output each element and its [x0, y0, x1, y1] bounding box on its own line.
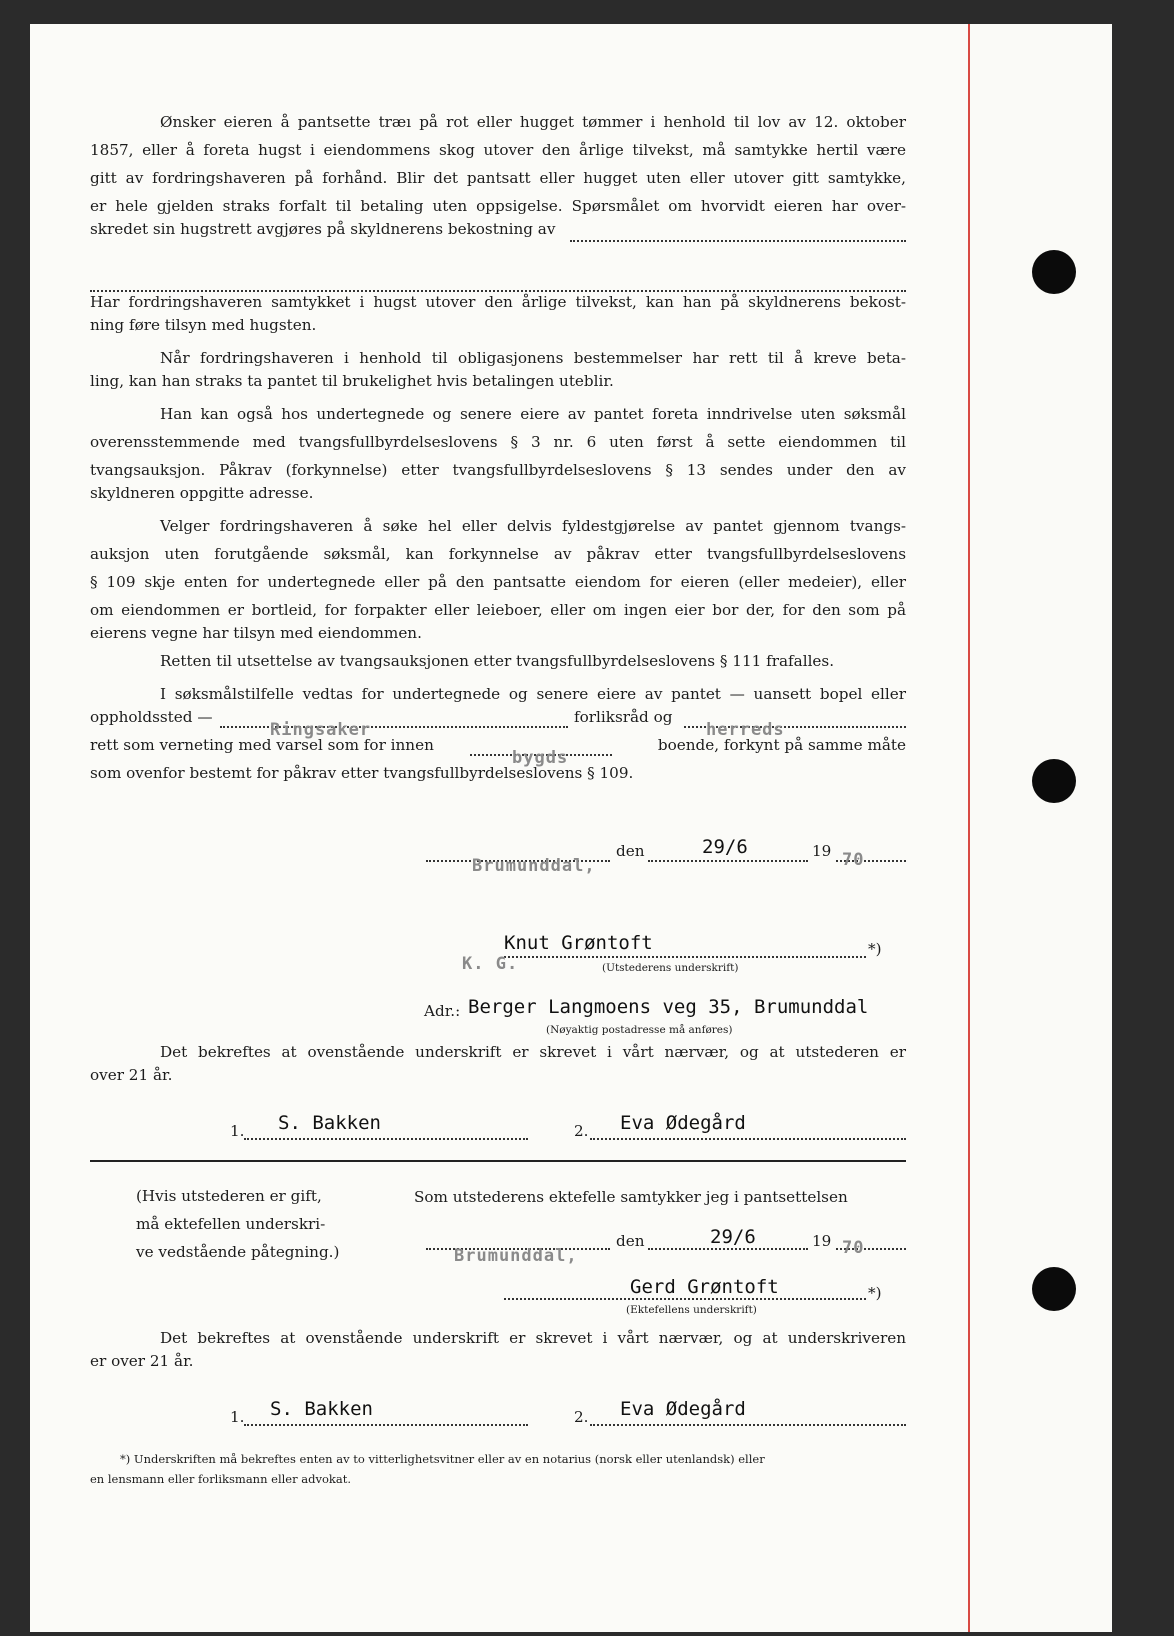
date-handwritten: 29/6	[710, 1226, 756, 1248]
signature-line	[504, 956, 866, 958]
text-line: I søksmålstilfelle vedtas for undertegnede og senere eiere av pantet — uansett bopel eller	[160, 685, 906, 703]
witness-statement-2	[160, 1324, 906, 1352]
year-stamp: 70	[842, 850, 865, 870]
paragraph-venue-intro	[160, 680, 906, 708]
punch-hole-1	[1032, 250, 1076, 294]
text-line: Det bekreftes at ovenstående underskrift er skrevet i vårt nærvær, og at underskriveren	[160, 1329, 906, 1347]
red-margin-line-overlay	[968, 24, 970, 1632]
text-line: Når fordringshaveren i henhold til obligasjonens bestemmelser har rett til å kreve beta-	[160, 349, 906, 367]
text-line: skyldneren oppgitte adresse.	[90, 484, 314, 502]
witness-line	[590, 1424, 906, 1426]
text-line: § 109 skje enten for undertegnede eller på den pantsatte eiendom for eieren (eller medeier), eller	[90, 573, 906, 591]
year-prefix: 19	[812, 1232, 832, 1250]
footnote-line: en lensmann eller forliksmann eller advokat.	[90, 1472, 352, 1486]
text-line: om eiendommen er bortleid, for forpakter eller leieboer, eller om ingen eier bor der, for den som på	[90, 601, 906, 619]
text-line: auksjon uten forutgående søksmål, kan forkynnelse av påkrav etter tvangsfullbyrdelseslovens	[90, 545, 906, 563]
signature-caption: (Ektefellens underskrift)	[626, 1304, 757, 1316]
text-line: tvangsauksjon. Påkrav (forkynnelse) etter tvangsfullbyrdelseslovens § 13 sendes under den av	[90, 461, 906, 479]
text-line: skredet sin hugstrett avgjøres på skyldnerens bekostning av	[90, 220, 556, 238]
text-line: rett som verneting med varsel som for innen	[90, 736, 434, 754]
paragraph-collection	[90, 400, 906, 484]
issuer-signature: Knut Grøntoft	[504, 932, 653, 954]
punch-hole-2	[1032, 759, 1076, 803]
text-line: forliksråd og	[574, 708, 673, 726]
witness-statement	[160, 1038, 906, 1066]
date-label: den	[616, 842, 645, 860]
witness-line	[590, 1138, 906, 1140]
text-line: (Hvis utstederen er gift,	[136, 1187, 322, 1205]
text-line: Velger fordringshaveren å søke hel eller delvis fyldestgjørelse av pantet gjennom tvangs-	[160, 517, 906, 535]
herreds-stamp: herreds	[706, 720, 785, 740]
initials-stamp: K. G.	[462, 954, 519, 974]
witness-number: 2.	[574, 1408, 589, 1426]
section-divider	[90, 1160, 906, 1162]
signature-line	[504, 1298, 866, 1300]
text-line: som ovenfor bestemt for påkrav etter tvangsfullbyrdelseslovens § 109.	[90, 764, 634, 782]
paragraph-supervision	[90, 288, 906, 316]
text-line: Ønsker eieren å pantsette træı på rot eller hugget tømmer i henhold til lov av 12. oktober	[160, 113, 906, 131]
witness-line	[244, 1424, 528, 1426]
paragraph-postponement	[160, 652, 906, 670]
bygds-stamp: bygds	[512, 748, 569, 768]
blank-line	[570, 240, 906, 242]
witness-signature-1: S. Bakken	[270, 1398, 373, 1420]
text-line: eierens vegne har tilsyn med eiendommen.	[90, 624, 422, 642]
text-line: Det bekreftes at ovenstående underskrift er skrevet i vårt nærvær, og at utstederen er	[160, 1043, 906, 1061]
address-label: Adr.:	[424, 1002, 461, 1020]
text-line: Har fordringshaveren samtykket i hugst utover den årlige tilvekst, kan han på skyldnerens bekost-	[90, 293, 906, 311]
footnote-marker: *)	[868, 1284, 882, 1302]
spouse-instructions	[136, 1182, 339, 1266]
text-line: ling, kan han straks ta pantet til brukelighet hvis betalingen uteblir.	[90, 372, 614, 390]
text-line: Han kan også hos undertegnede og senere eiere av pantet foreta inndrivelse uten søksmål	[160, 405, 906, 423]
paragraph-auction	[90, 512, 906, 624]
address-value: Berger Langmoens veg 35, Brumunddal	[468, 996, 869, 1018]
place-stamp: Ringsaker	[270, 720, 372, 740]
document-page	[30, 24, 1112, 1632]
footnote-marker: *)	[868, 940, 882, 958]
witness-line	[244, 1138, 528, 1140]
witness-number: 1.	[230, 1122, 245, 1140]
paragraph-usage-right	[90, 344, 906, 372]
date-line	[648, 860, 808, 862]
text-line: overensstemmende med tvangsfullbyrdelseslovens § 3 nr. 6 uten først å sette eiendommen til	[90, 433, 906, 451]
text-line: ve vedstående påtegning.)	[136, 1243, 340, 1261]
address-caption: (Nøyaktig postadresse må anføres)	[546, 1024, 733, 1036]
place-stamp: Brumunddal,	[472, 856, 596, 876]
text-line: er over 21 år.	[90, 1352, 194, 1370]
text-line: ning føre tilsyn med hugsten.	[90, 316, 317, 334]
witness-signature-1: S. Bakken	[278, 1112, 381, 1134]
place-stamp: Brumunddal,	[454, 1246, 578, 1266]
text-line: 1857, eller å foreta hugst i eiendommens skog utover den årlige tilvekst, må samtykke hertil være	[90, 141, 906, 159]
text-line: gitt av fordringshaveren på forhånd. Blir det pantsatt eller hugget uten eller utover gitt samtykke,	[90, 169, 906, 187]
signature-caption: (Utstederens underskrift)	[602, 962, 739, 974]
punch-hole-3	[1032, 1267, 1076, 1311]
witness-signature-2: Eva Ødegård	[620, 1398, 746, 1420]
text-line: må ektefellen underskri-	[136, 1215, 326, 1233]
text-line: over 21 år.	[90, 1066, 173, 1084]
spouse-signature: Gerd Grøntoft	[630, 1276, 779, 1298]
footnote-line: *) Underskriften må bekreftes enten av to vitterlighetsvitner eller av en notarius (norsk eller utenlandsk) eller	[120, 1452, 765, 1466]
spouse-consent: Som utstederens ektefelle samtykker jeg i pantsettelsen	[414, 1188, 848, 1206]
text-line: Retten til utsettelse av tvangsauksjonen etter tvangsfullbyrdelseslovens § 111 frafalles.	[160, 652, 835, 670]
date-line	[648, 1248, 808, 1250]
witness-signature-2: Eva Ødegård	[620, 1112, 746, 1134]
text-line: er hele gjelden straks forfalt til betaling uten oppsigelse. Spørsmålet om hvorvidt eieren har over-	[90, 197, 906, 215]
witness-number: 2.	[574, 1122, 589, 1140]
witness-number: 1.	[230, 1408, 245, 1426]
year-prefix: 19	[812, 842, 832, 860]
text-line: boende, forkynt på samme måte	[657, 736, 906, 754]
date-label: den	[616, 1232, 645, 1250]
date-handwritten: 29/6	[702, 836, 748, 858]
paragraph-forest-pledge	[90, 108, 906, 220]
year-stamp: 70	[842, 1238, 865, 1258]
text-line: oppholdssted —	[90, 708, 213, 726]
